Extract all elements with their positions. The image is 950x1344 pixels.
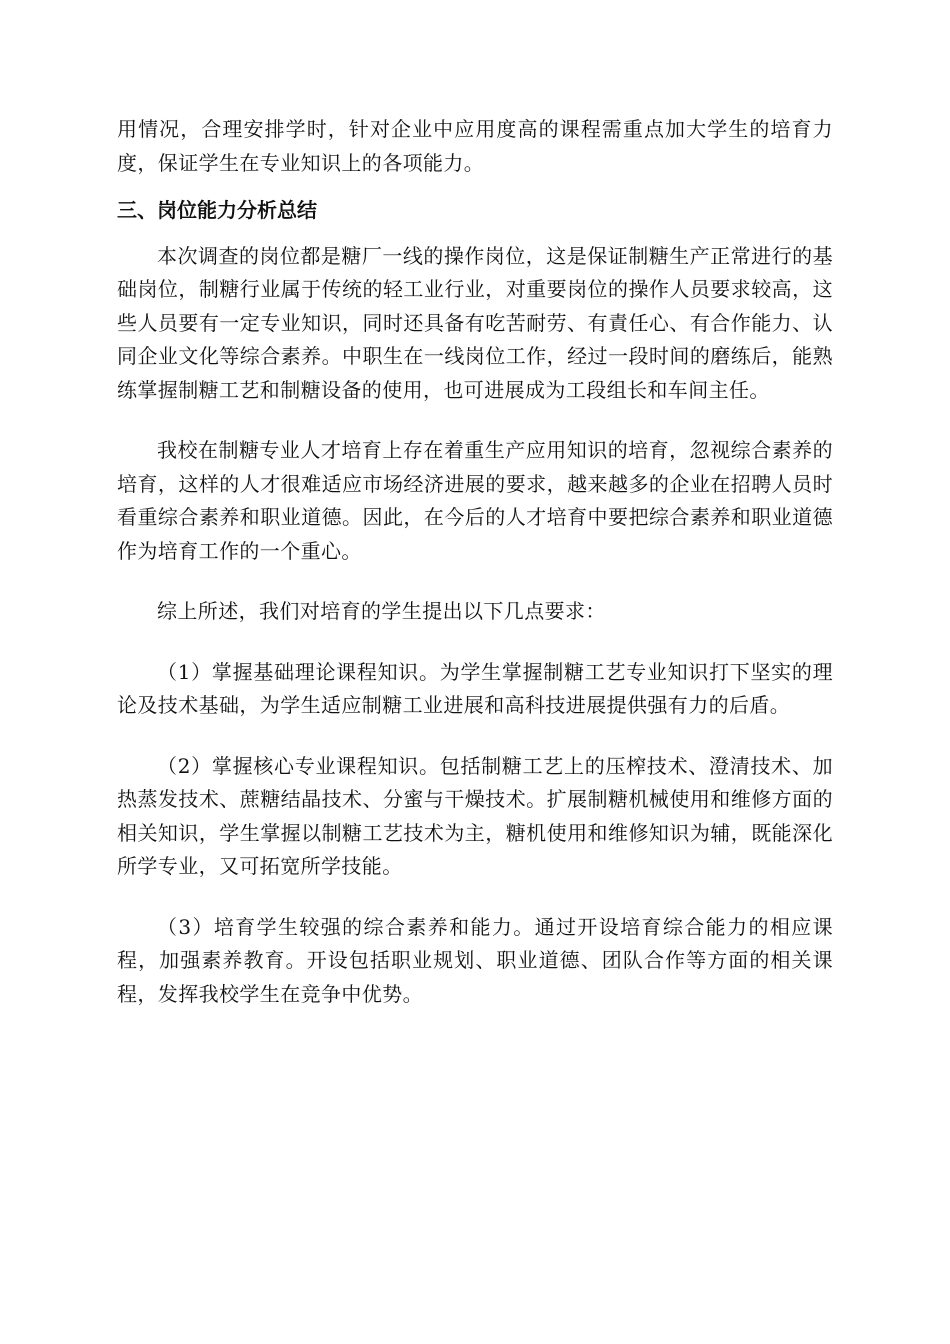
list-item-requirement-2: （2）掌握核心专业课程知识。包括制糖工艺上的压榨技术、澄清技术、加热蒸发技术、蔗糖结晶技术、分蜜与干燥技术。扩展制糖机械使用和维修方面的相关知识，学生掌握以制糖工艺技术为主，糖机使用和维修知识为辅，既能深化所学专业，又可拓宽所学技能。 bbox=[117, 753, 833, 878]
paragraph-training-issue: 我校在制糖专业人才培育上存在着重生产应用知识的培育，忽视综合素养的培育，这样的人才很难适应市场经济进展的要求，越来越多的企业在招聘人员时看重综合素养和职业道德。因此，在今后的人才培育中要把综合素养和职业道德作为培育工作的一个重心。 bbox=[117, 438, 833, 563]
section-heading: 三、岗位能力分析总结 bbox=[117, 198, 317, 222]
paragraph-survey-summary: 本次调查的岗位都是糖厂一线的操作岗位，这是保证制糖生产正常进行的基础岗位，制糖行业属于传统的轻工业行业，对重要岗位的操作人员要求较高，这些人员要有一定专业知识，同时还具备有吃苦耐劳、有責任心、有合作能力、认同企业文化等综合素养。中职生在一线岗位工作，经过一段时间的磨练后，能熟练掌握制糖工艺和制糖设备的使用，也可进展成为工段组长和车间主任。 bbox=[117, 243, 833, 402]
intro-paragraph: 用情况，合理安排学时，针对企业中应用度高的课程需重点加大学生的培育力度，保证学生在专业知识上的各项能力。 bbox=[117, 117, 833, 175]
list-item-requirement-1: （1）掌握基础理论课程知识。为学生掌握制糖工艺专业知识打下坚实的理论及技术基础，为学生适应制糖工业进展和高科技进展提供强有力的后盾。 bbox=[117, 659, 833, 717]
list-item-requirement-3: （3）培育学生较强的综合素养和能力。通过开设培育综合能力的相应课程，加强素养教育。开设包括职业规划、职业道德、团队合作等方面的相关课程，发挥我校学生在竞争中优势。 bbox=[117, 914, 833, 1006]
paragraph-requirements-intro: 综上所述，我们对培育的学生提出以下几点要求： bbox=[157, 599, 606, 623]
document-page bbox=[117, 113, 833, 1011]
